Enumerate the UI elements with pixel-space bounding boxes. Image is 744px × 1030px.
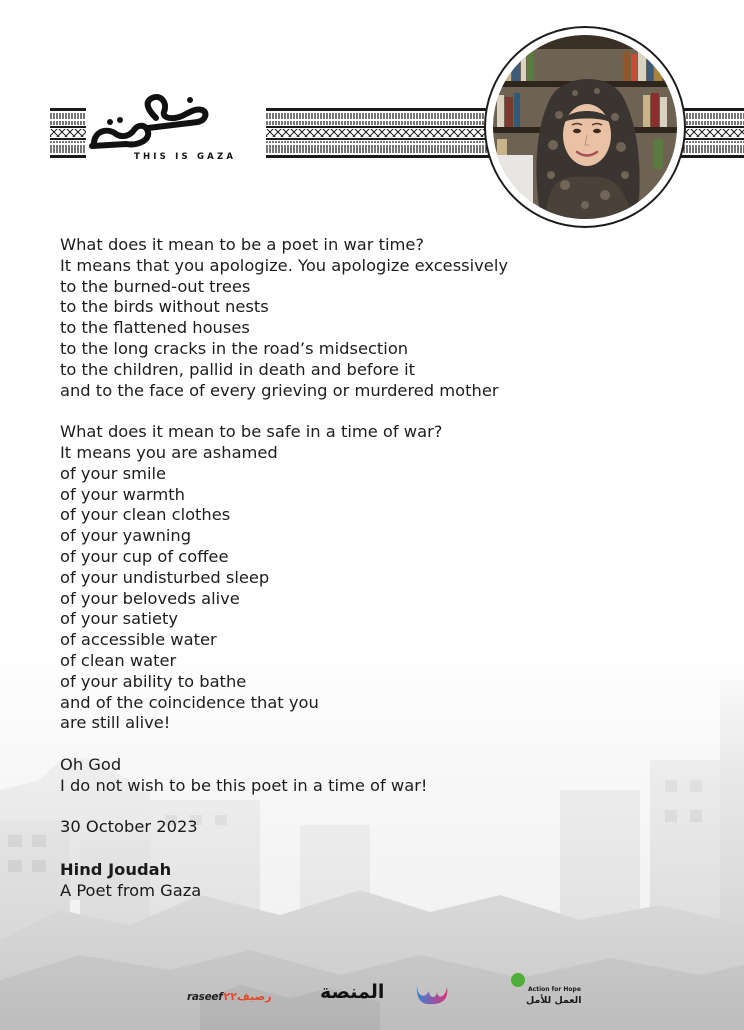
poem-line: of your undisturbed sleep [60,567,270,587]
poem-line: and to the face of every grieving or murdered mother [60,380,499,400]
poem-line: of your clean clothes [60,505,231,525]
poem-line: It means you are ashamed [60,442,278,462]
poem-line: to the flattened houses [60,318,250,338]
poem-line: of clean water [60,650,177,670]
poem-line: to the long cracks in the road’s midsection [60,338,409,358]
poem-stanza-3 [60,755,700,797]
poem-line: I do not wish to be this poet in a time of war! [60,775,428,795]
poem [60,235,700,901]
poem-line: of accessible water [60,630,217,650]
poem-date: 30 October 2023 [60,817,198,837]
poem-line: Oh God [60,754,122,774]
partner-logos [0,965,744,1015]
poet-portrait-icon [493,35,677,219]
raseef-arabic-text: رصيف٢٢ [223,990,272,1003]
poem-line: to the burned-out trees [60,276,251,296]
sin-logo [413,977,453,1007]
poem-line: of your cup of coffee [60,546,229,566]
action-for-hope-english: Action for Hope [528,986,581,993]
action-for-hope-arabic: العمل للأمل [526,995,582,1006]
poem-line: It means that you apologize. You apologize excessively [60,255,508,275]
poem-line: of your yawning [60,526,192,546]
brand-arabic-calligraphy [86,90,216,152]
poem-line: are still alive! [60,713,171,733]
poem-line: of your warmth [60,484,185,504]
poem-line: and of the coincidence that you [60,692,319,712]
poem-line: What does it mean to be a poet in war time? [60,235,425,254]
action-for-hope-icon [511,973,525,987]
poem-line: What does it mean to be safe in a time of war? [60,422,443,442]
author-title: A Poet from Gaza [60,880,202,900]
raseef-latin-text: raseef [187,990,223,1003]
poem-line: of your beloveds alive [60,588,240,608]
author-name: Hind Joudah [60,859,172,879]
poem-line: of your ability to bathe [60,671,247,691]
raseef22-logo [187,990,272,1003]
almanasa-logo: المنصة [320,981,385,1003]
poem-line: of your satiety [60,609,179,629]
brand-tagline: THIS IS GAZA [134,152,237,162]
poem-line: to the children, pallid in death and before it [60,359,415,379]
poem-stanza-1 [60,235,700,401]
action-for-hope-logo [508,973,588,1013]
poem-line: to the birds without nests [60,297,269,317]
poet-portrait-frame [484,26,686,228]
poem-line: of your smile [60,463,167,483]
this-is-gaza-logo [86,90,266,168]
poem-stanza-2 [60,422,700,734]
